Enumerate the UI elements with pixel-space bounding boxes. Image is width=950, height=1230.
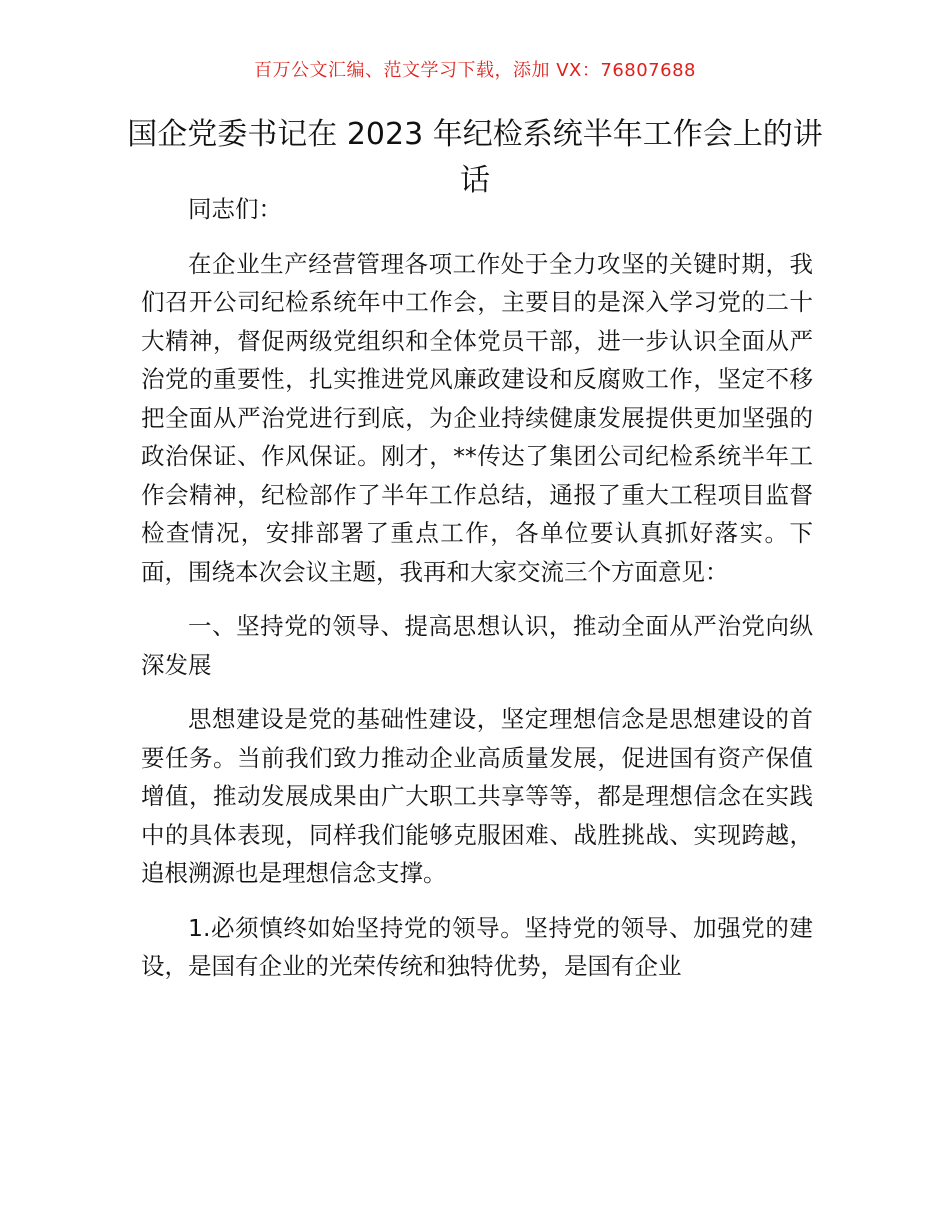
subsection-1-paragraph: 1.必须慎终如始坚持党的领导。坚持党的领导、加强党的建设，是国有企业的光荣传统和独特优势，是国有企业 xyxy=(141,913,813,980)
intro-paragraph: 在企业生产经营管理各项工作处于全力攻坚的关键时期，我们召开公司纪检系统年中工作会，主要目的是深入学习党的二十大精神，督促两级党组织和全体党员干部，进一步认识全面从严治党的重要性，扎实推进党风廉政建设和反腐败工作，坚定不移把全面从严治党进行到底，为企业持续健康发展提供更加坚强的政治保证、作风保证。刚才，**传达了集团公司纪检系统半年工作会精神，纪检部作了半年工作总结，通报了重大工程项目监督检查情况，安排部署了重点工作，各单位要认真抓好落实。下面，围绕本次会议主题，我再和大家交流三个方面意见： xyxy=(141,249,813,586)
section-1-paragraph: 思想建设是党的基础性建设，坚定理想信念是思想建设的首要任务。当前我们致力推动企业高质量发展，促进国有资产保值增值，推动发展成果由广大职工共享等等，都是理想信念在实践中的具体表现，同样我们能够克服困难、战胜挑战、实现跨越，追根溯源也是理想信念支撑。 xyxy=(141,705,813,887)
section-heading-1: 一、坚持党的领导、提高思想认识，推动全面从严治党向纵深发展 xyxy=(141,612,813,679)
header-banner: 百万公文汇编、范文学习下载，添加 VX：76807688 xyxy=(254,60,696,81)
salutation-paragraph: 同志们： xyxy=(188,195,282,223)
document-title: 国企党委书记在 2023 年纪检系统半年工作会上的讲话 xyxy=(127,117,823,198)
document-body xyxy=(141,190,813,1002)
